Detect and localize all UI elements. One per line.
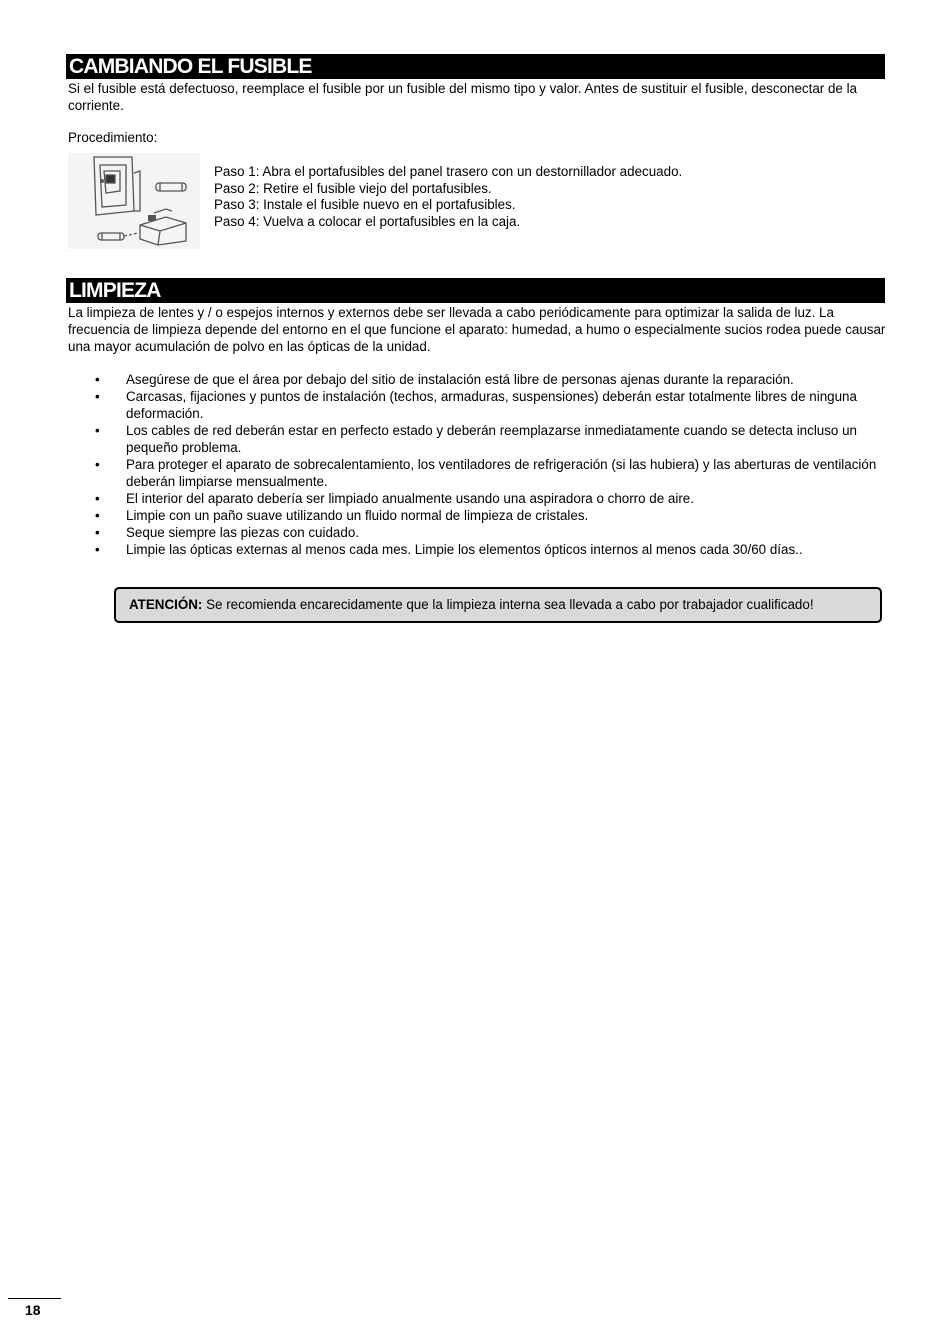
footer-divider: [8, 1298, 61, 1299]
bullet-icon: •: [95, 508, 100, 523]
section-title-cleaning: LIMPIEZA: [66, 278, 885, 303]
step-item: Paso 4: Vuelva a colocar el portafusibles en la caja.: [214, 213, 521, 229]
bullet-icon: •: [95, 372, 100, 387]
list-item-text: El interior del aparato debería ser limpiado anualmente usando una aspiradora o chorro de aire.: [126, 491, 694, 506]
list-item-text: Carcasas, fijaciones y puntos de instalación (techos, armaduras, suspensiones) deberán estar totalmente libres de ninguna deformación.: [126, 389, 857, 421]
list-item-text: Limpie las ópticas externas al menos cada mes. Limpie los elementos ópticos internos al menos cada 30/60 días..: [126, 542, 803, 557]
cleaning-bullet-list: [95, 371, 885, 558]
list-item: [95, 524, 885, 541]
step-item: Paso 3: Instale el fusible nuevo en el portafusibles.: [214, 197, 516, 212]
bullet-icon: •: [95, 457, 100, 472]
list-item: [95, 371, 885, 388]
list-item: [95, 388, 885, 422]
bullet-icon: •: [95, 525, 100, 540]
bullet-icon: •: [95, 491, 100, 506]
list-item: [95, 422, 885, 456]
notice-label: ATENCIÓN:: [129, 597, 203, 612]
procedure-label: Procedimiento:: [68, 130, 158, 145]
list-item: [95, 490, 885, 507]
attention-notice: [114, 587, 882, 623]
fuse-intro: Si el fusible está defectuoso, reemplace el fusible por un fusible del mismo tipo y valor. Antes de sustituir el fusible, desconectar de la corriente.: [68, 81, 857, 113]
page-number: 18: [25, 1302, 41, 1318]
fuse-steps-list: [214, 163, 682, 229]
list-item-text: Seque siempre las piezas con cuidado.: [126, 525, 359, 540]
fuse-holder-illustration: [68, 153, 200, 249]
step-item: Paso 2: Retire el fusible viejo del portafusibles.: [214, 180, 492, 196]
list-item: [95, 456, 885, 490]
list-item-text: Asegúrese de que el área por debajo del sitio de instalación está libre de personas ajenas durante la reparación.: [126, 372, 794, 387]
cleaning-intro: La limpieza de lentes y / o espejos internos y externos debe ser llevada a cabo periódicamente para optimizar la salida de luz. La frecuencia de limpieza depende del entorno en el que funcione el aparato: humedad, a humo o especialmente sucios rodea puede causar una mayor acumulación de polvo en las ópticas de la unidad.: [68, 305, 886, 354]
list-item-text: Los cables de red deberán estar en perfecto estado y deberán reemplazarse inmediatamente cuando se detecta incluso un pequeño problema.: [126, 423, 857, 455]
notice-text: Se recomienda encarecidamente que la limpieza interna sea llevada a cabo por trabajador cualificado!: [202, 597, 814, 612]
bullet-icon: •: [95, 542, 100, 557]
bullet-icon: •: [95, 423, 100, 438]
list-item: [95, 541, 885, 558]
list-item-text: Limpie con un paño suave utilizando un fluido normal de limpieza de cristales.: [126, 508, 589, 523]
list-item: [95, 507, 885, 524]
list-item-text: Para proteger el aparato de sobrecalentamiento, los ventiladores de refrigeración (si las hubiera) y las aberturas de ventilación deberán limpiarse mensualmente.: [126, 457, 877, 489]
step-item: Paso 1: Abra el portafusibles del panel trasero con un destornillador adecuado.: [214, 164, 683, 179]
bullet-icon: •: [95, 389, 100, 404]
section-title-fuse: CAMBIANDO EL FUSIBLE: [66, 54, 885, 79]
